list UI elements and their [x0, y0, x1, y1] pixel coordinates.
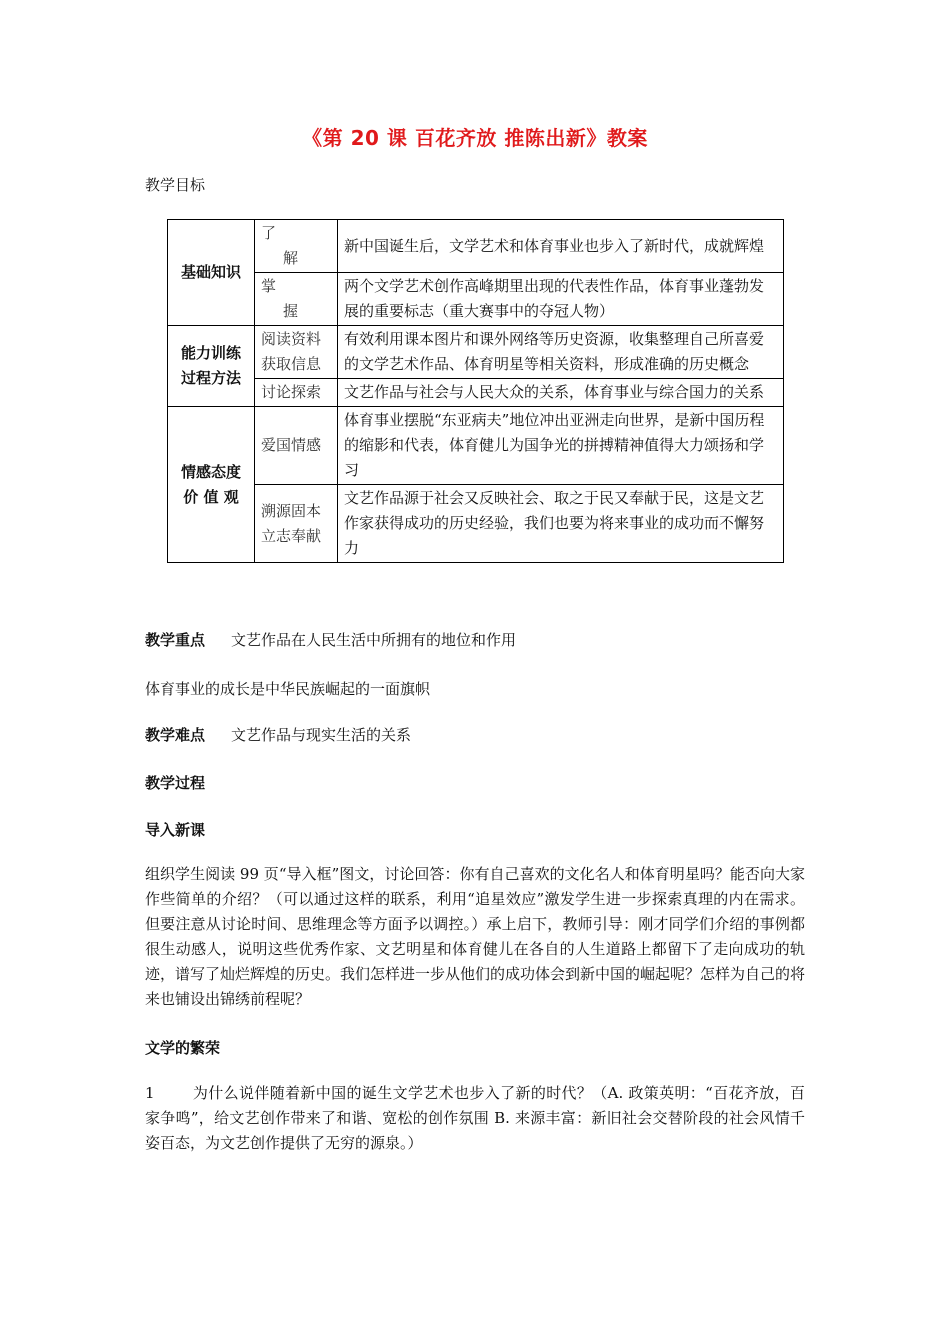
desc-understand: 新中国诞生后，文学艺术和体育事业也步入了新时代，成就辉煌: [338, 220, 784, 273]
desc-trace-origins: 文艺作品源于社会又反映社会、取之于民又奉献于民，这是文艺作家获得成功的历史经验，我们也要为将来事业的成功而不懈努力: [338, 485, 784, 563]
teaching-goals-table: [167, 219, 784, 563]
difficult-points-line: [145, 724, 411, 745]
desc-master: 两个文学艺术创作高峰期里出现的代表性作品，体育事业蓬勃发展的重要标志（重大赛事中的夺冠人物）: [338, 273, 784, 326]
question-number: 1: [145, 1084, 155, 1102]
difficult-points-text: 文艺作品与现实生活的关系: [231, 726, 412, 744]
difficult-points-label: 教学难点: [145, 726, 206, 744]
key-points-text: 文艺作品在人民生活中所拥有的地位和作用: [231, 631, 517, 649]
table-row: [168, 326, 784, 379]
desc-read-materials: 有效利用课本图片和课外网络等历史资源，收集整理自己所喜爱的文学艺术作品、体育明星等相关资料，形成准确的历史概念: [338, 326, 784, 379]
key-points-text-2: 体育事业的成长是中华民族崛起的一面旗帜: [145, 680, 431, 698]
desc-patriotism: 体育事业摆脱“东亚病夫”地位冲出亚洲走向世界，是新中国历程的缩影和代表，体育健儿为国争光的拼搏精神值得大力颂扬和学习: [338, 407, 784, 485]
table-row: [168, 273, 784, 326]
sub-patriotism: 爱国情感: [255, 407, 338, 485]
table-row: [168, 485, 784, 563]
sub-trace-origins: 溯源固本立志奉献: [255, 485, 338, 563]
intro-paragraph: 组织学生阅读 99 页“导入框”图文，讨论回答：你有自己喜欢的文化名人和体育明星吗？能否向大家作些简单的介绍？（可以通过这样的联系，利用“追星效应”激发学生进一步探索真理的内在需求。但要注意从讨论时间、思维理念等方面予以调控。）承上启下，教师引导：刚才同学们介绍的事例都很生动感人，说明这些优秀作家、文艺明星和体育健儿在各自的人生道路上都留下了走向成功的轨迹，谱写了灿烂辉煌的历史。我们怎样进一步从他们的成功体会到新中国的崛起呢？怎样为自己的将来也铺设出锦绣前程呢？: [145, 865, 806, 1008]
sub-discuss-explore: 讨论探索: [255, 379, 338, 407]
table-row: [168, 220, 784, 273]
sub-master: 掌 握: [255, 273, 338, 326]
table-row: [168, 379, 784, 407]
category-basic-knowledge: 基础知识: [168, 220, 255, 326]
desc-discuss-explore: 文艺作品与社会与人民大众的关系，体育事业与综合国力的关系: [338, 379, 784, 407]
literature-heading: 文学的繁荣: [145, 1039, 221, 1057]
question-text: 为什么说伴随着新中国的诞生文学艺术也步入了新的时代？（A. 政策英明：“百花齐放，百家争鸣”，给文艺创作带来了和谐、宽松的创作氛围 B. 来源丰富：新旧社会交替阶段的社会风情千姿百态，为文艺创作提供了无穷的源泉。）: [145, 1084, 805, 1152]
question-1-paragraph: [145, 1081, 805, 1156]
document-title: 《第 20 课 百花齐放 推陈出新》教案: [302, 126, 648, 150]
category-emotion-values: 情感态度价 值 观: [168, 407, 255, 563]
section-goals-heading: 教学目标: [145, 176, 206, 194]
intro-heading: 导入新课: [145, 821, 206, 839]
key-points-line: [145, 629, 516, 650]
category-ability-training: 能力训练过程方法: [168, 326, 255, 407]
sub-read-materials: 阅读资料获取信息: [255, 326, 338, 379]
key-points-label: 教学重点: [145, 631, 206, 649]
process-heading: 教学过程: [145, 774, 206, 792]
table-row: [168, 407, 784, 485]
sub-understand: 了 解: [255, 220, 338, 273]
